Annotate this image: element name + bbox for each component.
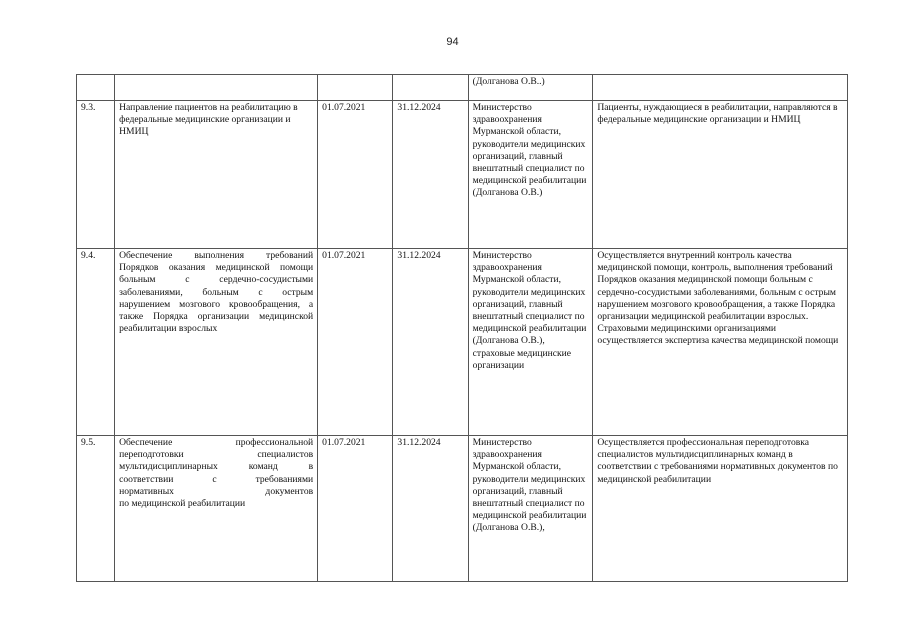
measures-table — [76, 74, 848, 582]
task-cell: Обеспечение выполнения требований Порядков оказания медицинской помощи больным с сердечно-сосудистыми заболеваниями, больным с острым нарушением мозгового кровообращения, а также Порядка организации медицинской реабилитации взрослых — [115, 249, 318, 436]
task-line: по медицинской реабилитации — [119, 498, 246, 510]
responsible-cell: Министерство здравоохранения Мурманской области, руководители медицинских организаций, главный внештатный специалист по медицинской реабилитации (Долганова О.В.), — [468, 436, 593, 582]
task-line: переподготовки специалистов — [119, 449, 314, 461]
table-row — [77, 75, 848, 101]
table-row — [77, 101, 848, 249]
result-cell — [593, 249, 848, 436]
table-row — [77, 436, 848, 582]
task-cell: Направление пациентов на реабилитацию в федеральные медицинские организации и НМИЦ — [115, 101, 318, 249]
start-date-cell: 01.07.2021 — [318, 249, 393, 436]
end-date-cell: 31.12.2024 — [393, 436, 468, 582]
result-extra-text: Страховыми медицинскими организациями осуществляется экспертиза качества медицинской помощи — [597, 323, 839, 347]
task-line: мультидисциплинарных команд в — [119, 461, 314, 473]
task-line: Обеспечение профессиональной — [119, 437, 314, 448]
responsible-cell: Министерство здравоохранения Мурманской области, руководители медицинских организаций, главный внештатный специалист по медицинской реабилитации (Долганова О.В.) — [468, 101, 593, 249]
table-row — [77, 249, 848, 436]
task-cell — [115, 75, 318, 101]
num-cell — [77, 75, 115, 101]
task-line: нормативных документов — [119, 485, 314, 497]
num-cell: 9.4. — [77, 249, 115, 436]
result-cell: Осуществляется профессиональная переподготовка специалистов мультидисциплинарных команд в соответствии с требованиями нормативных документов по медицинской реабилитации — [593, 436, 848, 582]
num-cell: 9.5. — [77, 436, 115, 582]
result-text: Осуществляется внутренний контроль качества медицинской помощи, контроль, выполнения требований Порядков оказания медицинской помощи больным с сердечно-сосудистыми заболеваниями, больным с острым нарушением мозгового кровообращения, а также Порядка организации медицинской реабилитации взрослых. — [597, 250, 836, 323]
end-date-cell: 31.12.2024 — [393, 249, 468, 436]
responsible-cell: (Долганова О.В..) — [468, 75, 593, 101]
result-cell — [593, 75, 848, 101]
start-date-cell — [318, 75, 393, 101]
num-cell: 9.3. — [77, 101, 115, 249]
end-date-cell — [393, 75, 468, 101]
responsible-cell: Министерство здравоохранения Мурманской области, руководители медицинских организаций, главный внештатный специалист по медицинской реабилитации (Долганова О.В.), страховые медицинские организации — [468, 249, 593, 436]
task-line: соответствии с требованиями — [119, 473, 314, 485]
start-date-cell: 01.07.2021 — [318, 436, 393, 582]
task-cell — [115, 436, 318, 582]
end-date-cell: 31.12.2024 — [393, 101, 468, 249]
result-cell: Пациенты, нуждающиеся в реабилитации, направляются в федеральные медицинские организации и НМИЦ — [593, 101, 848, 249]
page-number: 94 — [446, 36, 459, 48]
start-date-cell: 01.07.2021 — [318, 101, 393, 249]
